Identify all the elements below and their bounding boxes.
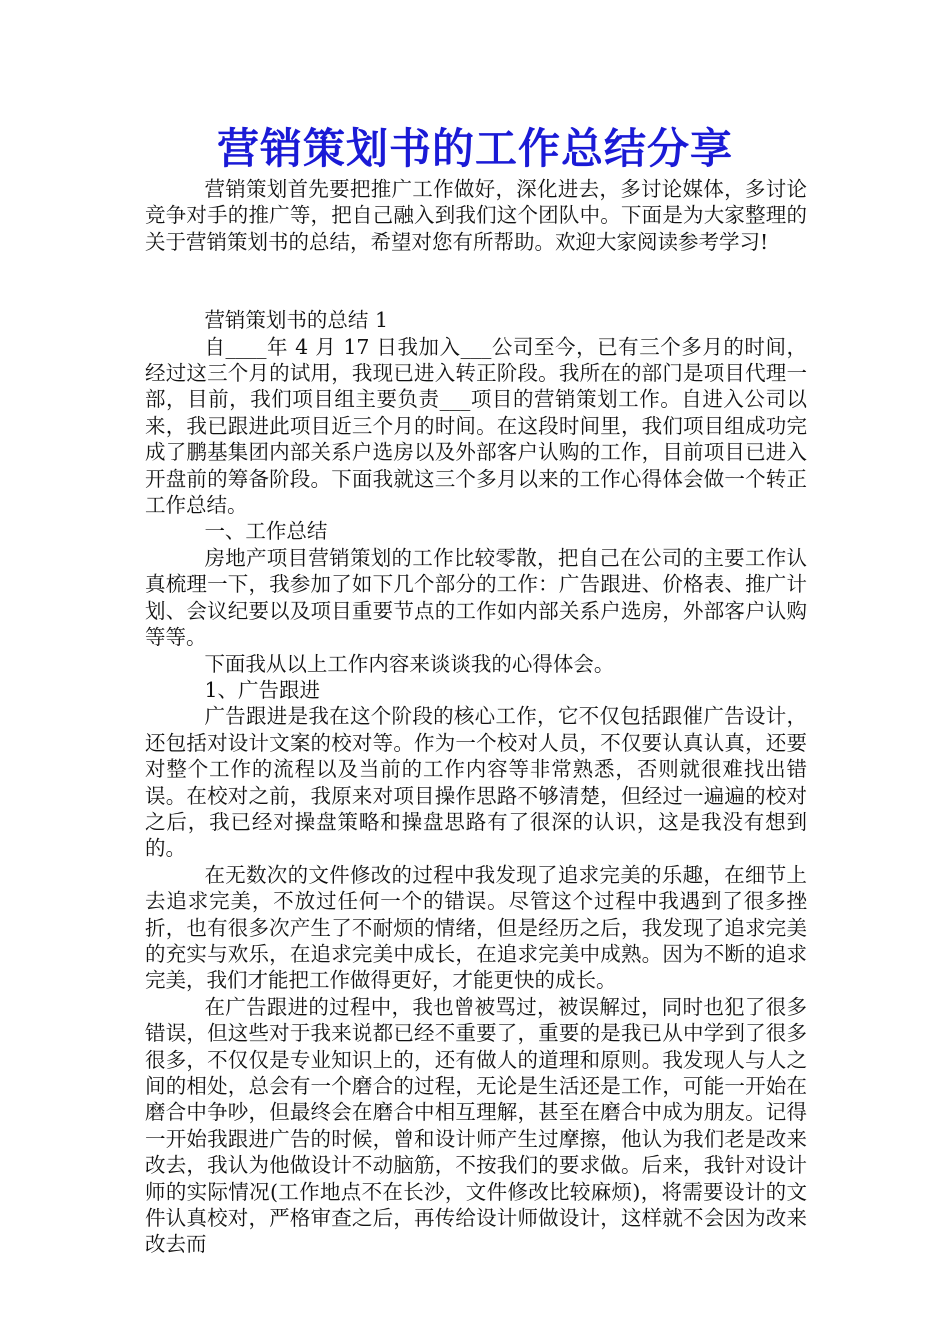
paragraph-intro-period: 自____年 4 月 17 日我加入___公司至今，已有三个多月的时间，经过这三个月的试用，我现已进入转正阶段。我所在的部门是项目代理一部，目前，我们项目组主要负责___项目的营销策划工作。自进入公司以来，我已跟进此项目近三个月的时间。在这段时间里，我们项目组成功完成了鹏基集团内部关系户选房以及外部客户认购的工作，目前项目已进入开盘前的筹备阶段。下面我就这三个多月以来的工作心得体会做一个转正工作总结。	[145, 334, 807, 518]
intro-paragraph: 营销策划首先要把推广工作做好，深化进去，多讨论媒体，多讨论竞争对手的推广等，把自己融入到我们这个团队中。下面是为大家整理的关于营销策划书的总结，希望对您有所帮助。欢迎大家阅读参考学习!	[145, 177, 807, 254]
paragraph-spacer	[145, 255, 807, 307]
section-heading: 营销策划书的总结 1	[204, 308, 388, 333]
paragraph-ad-core-work: 广告跟进是我在这个阶段的核心工作，它不仅包括跟催广告设计，还包括对设计文案的校对等。作为一个校对人员，不仅要认真认真，还要对整个工作的流程以及当前的工作内容等非常熟悉，否则就很难找出错误。在校对之前，我原来对项目操作思路不够清楚，但经过一遍遍的校对之后，我已经对操盘策略和操盘思路有了很深的认识，这是我没有想到的。	[145, 704, 807, 861]
document-body	[145, 176, 807, 1258]
paragraph-work-overview: 房地产项目营销策划的工作比较零散，把自己在公司的主要工作认真梳理一下，我参加了如下几个部分的工作：广告跟进、价格表、推广计划、会议纪要以及项目重要节点的工作如内部关系户选房，外部客户认购等等。	[145, 545, 807, 650]
subheading-ad-followup: 1、广告跟进	[204, 677, 320, 702]
paragraph-pursuit-perfection: 在无数次的文件修改的过程中我发现了追求完美的乐趣，在细节上去追求完美，不放过任何一个的错误。尽管这个过程中我遇到了很多挫折，也有很多次产生了不耐烦的情绪，但是经历之后，我发现了追求完美的充实与欢乐，在追求完美中成长，在追求完美中成熟。因为不断的追求完美，我们才能把工作做得更好，才能更快的成长。	[145, 862, 807, 993]
paragraph-lessons-learned: 在广告跟进的过程中，我也曾被骂过，被误解过，同时也犯了很多错误，但这些对于我来说都已经不重要了，重要的是我已从中学到了很多很多，不仅仅是专业知识上的，还有做人的道理和原则。我发现人与人之间的相处，总会有一个磨合的过程，无论是生活还是工作，可能一开始在磨合中争吵，但最终会在磨合中相互理解，甚至在磨合中成为朋友。记得一开始我跟进广告的时候，曾和设计师产生过摩擦，他认为我们老是改来改去，我认为他做设计不动脑筋，不按我们的要求做。后来，我针对设计师的实际情况(工作地点不在长沙，文件修改比较麻烦)，将需要设计的文件认真校对，严格审查之后，再传给设计师做设计，这样就不会因为改来改去而	[145, 994, 807, 1257]
paragraph-transition: 下面我从以上工作内容来谈谈我的心得体会。	[204, 651, 615, 676]
document-title: 营销策划书的工作总结分享	[216, 124, 733, 173]
subheading-work-summary: 一、工作总结	[204, 519, 328, 544]
